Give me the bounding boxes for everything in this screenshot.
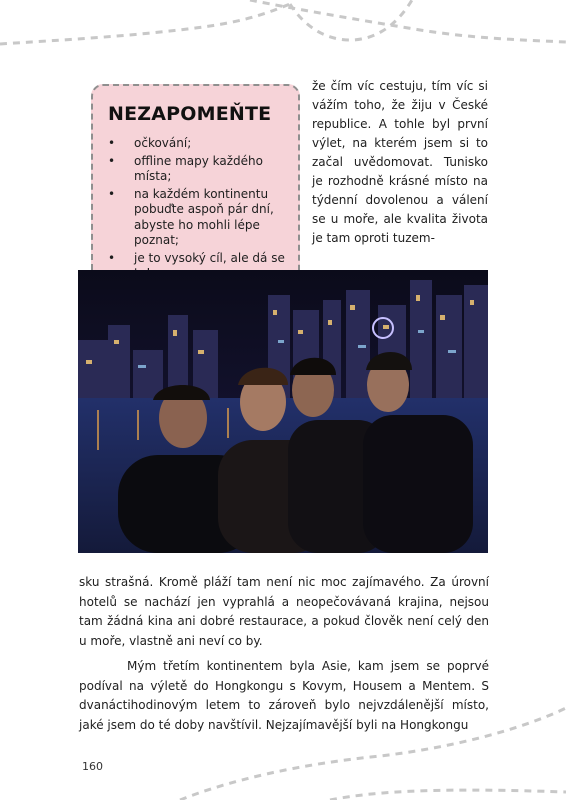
reminder-item (108, 187, 293, 249)
reminder-item-text: je to vysoký cíl, ale dá se (134, 250, 285, 265)
photo-illustration (78, 270, 488, 553)
reminder-item (108, 136, 293, 152)
page-number: 160 (82, 760, 103, 773)
bullet-icon: • (108, 136, 116, 150)
reminder-item-text: na každém kontinentu pobuďte aspoň pár dní, abyste ho mohli lépe poznat; (134, 186, 274, 247)
body-paragraph: sku strašná. Kromě pláží tam není nic moc zajímavého. Za úrovní hotelů se nachází jen vyprahlá a neopečovávaná krajina, nejsou tam žádná kina ani dobré restaurace, a pokud člověk není celý den u moře, vlastně ani neví co by. (79, 575, 489, 648)
body-paragraph: Mým třetím kontinentem byla Asie, kam jsem se poprvé podíval na výletě do Hongkongu s Kovym, Housem a Mentem. S dvanáctihodinovým letem to zároveň bylo nejvzdálenější místo, jaké jsem do té doby navštívil. Nejzajímavější byli na Hongkongu (79, 659, 489, 732)
reminder-list (108, 136, 293, 284)
reminder-box (91, 84, 300, 295)
bullet-icon: • (108, 250, 116, 265)
body-text (79, 573, 489, 735)
column-paragraph: že čím víc cestuju, tím víc si vážím toho, že žiju v České republice. A tohle byl první výlet, na kterém jsem si to začal uvědomovat. Tunisko je rozhodně krásné místo na týdenní dovolenou a válení se u moře, ale kvalita života je tam oproti tuzem- (312, 79, 488, 245)
reminder-title: NEZAPOMEŇTE (108, 103, 272, 125)
reminder-item-text: očkování; (134, 136, 192, 150)
reminder-item-text: offline mapy každého místa; (134, 153, 263, 183)
bullet-icon: • (108, 186, 116, 201)
hong-kong-night-photo (78, 270, 488, 553)
reminder-item (108, 154, 293, 185)
bullet-icon: • (108, 153, 116, 168)
